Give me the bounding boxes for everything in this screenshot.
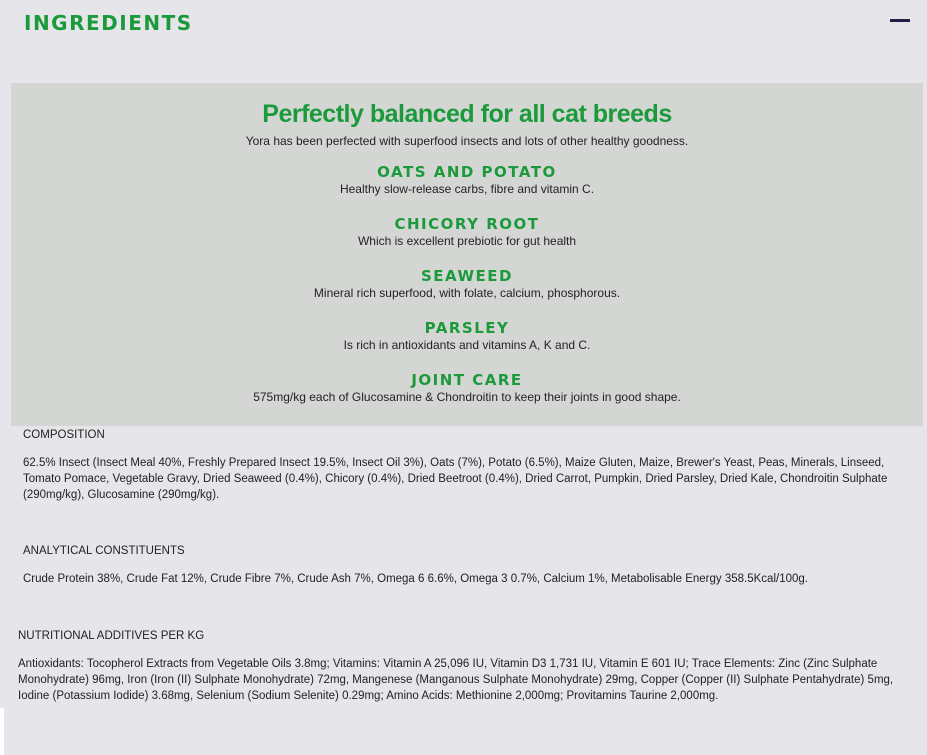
ingredients-accordion-header[interactable]: [0, 0, 927, 48]
benefit-title: PARSLEY: [424, 319, 510, 337]
benefit-description: Healthy slow-release carbs, fibre and vitamin C.: [339, 182, 595, 196]
analytical-constituents-label: ANALYTICAL CONSTITUENTS: [23, 545, 185, 557]
benefit-title: JOINT CARE: [411, 371, 523, 389]
nutritional-additives-label: NUTRITIONAL ADDITIVES PER KG: [18, 630, 205, 642]
benefit-seaweed: [11, 267, 923, 307]
composition-label: COMPOSITION: [23, 429, 105, 441]
accordion-title: INGREDIENTS: [24, 11, 193, 35]
benefit-chicory-root: [11, 215, 923, 255]
benefit-description: Mineral rich superfood, with folate, calcium, phosphorous.: [313, 286, 621, 300]
benefit-description: Is rich in antioxidants and vitamins A, K and C.: [343, 338, 591, 352]
benefits-heading: Perfectly balanced for all cat breeds: [262, 100, 672, 128]
nutritional-additives-text: Antioxidants: Tocopherol Extracts from Vegetable Oils 3.8mg; Vitamins: Vitamin A 25,096 IU, Vitamin D3 1,731 IU, Vitamin E 601 IU; Trace Elements: Zinc (Zinc Sulphate Monohydrate) 96mg, Iron (Iron (II) Sulphate Monohydrate) 72mg, Mangenese (Manganous Sulphate Monohydrate) 29mg, Copper (Copper (II) Sulphate Pentahydrate) 5mg, Iodine (Potassium Iodide) 3.68mg, Selenium (Sodium Selenite) 0.29mg; Amino Acids: Methionine 2,000mg; Provitamins Taurine 2,000mg.: [18, 658, 894, 702]
composition-text: 62.5% Insect (Insect Meal 40%, Freshly Prepared Insect 19.5%, Insect Oil 3%), Oats (7%), Potato (6.5%), Maize Gluten, Maize, Brewer's Yeast, Peas, Minerals, Linseed, Tomato Pomace, Vegetable Gravy, Dried Seaweed (0.4%), Chicory (0.4%), Dried Beetroot (0.4%), Dried Carrot, Pumpkin, Dried Parsley, Dried Kale, Chondroitin Sulphate (290mg/kg), Glucosamine (290mg/kg).: [23, 457, 888, 501]
benefit-oats-and-potato: [11, 163, 923, 203]
benefit-title: SEAWEED: [421, 267, 513, 285]
collapse-button[interactable]: [890, 6, 910, 34]
benefit-title: OATS AND POTATO: [377, 163, 557, 181]
analytical-constituents-text: Crude Protein 38%, Crude Fat 12%, Crude Fibre 7%, Crude Ash 7%, Omega 6 6.6%, Omega 3 0.7%, Calcium 1%, Metabolisable Energy 358.5Kcal/100g.: [23, 573, 808, 585]
benefit-description: 575mg/kg each of Glucosamine & Chondroitin to keep their joints in good shape.: [253, 390, 681, 404]
benefit-title: CHICORY ROOT: [394, 215, 540, 233]
benefit-description: Which is excellent prebiotic for gut health: [357, 234, 577, 248]
minus-icon: [890, 19, 910, 22]
benefit-joint-care: [11, 371, 923, 411]
benefits-subtitle: Yora has been perfected with superfood insects and lots of other healthy goodness.: [245, 134, 689, 148]
benefit-parsley: [11, 319, 923, 359]
benefits-panel: [11, 83, 923, 426]
page-edge: [0, 708, 4, 755]
